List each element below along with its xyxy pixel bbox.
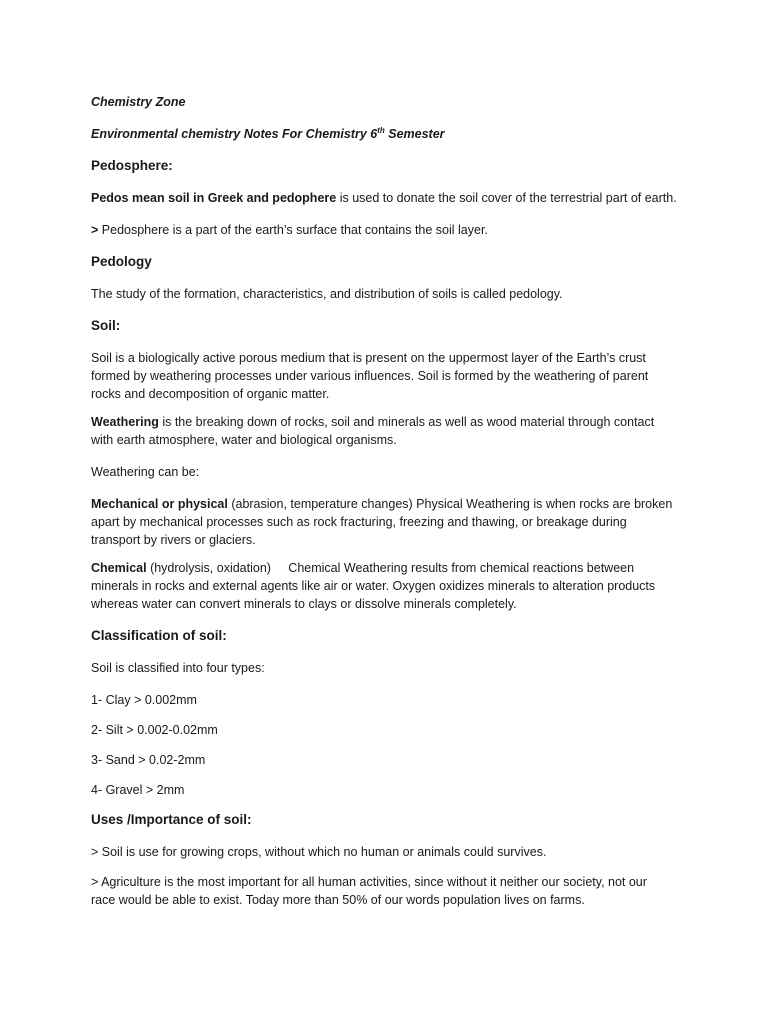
soil-heading: Soil: bbox=[91, 318, 121, 333]
pedosphere-note-text: Pedosphere is a part of the earth’s surface that contains the soil layer. bbox=[98, 223, 488, 237]
classification-intro: Soil is classified into four types: bbox=[91, 661, 265, 675]
notes-title-sup: th bbox=[377, 125, 385, 135]
mechanical-text: (abrasion, temperature changes) Physical Weathering is when rocks are broken bbox=[227, 497, 673, 511]
chemical-text: (hydrolysis, oxidation) Chemical Weathering results from chemical reactions between bbox=[146, 561, 635, 575]
mechanical-weathering-line bbox=[91, 495, 691, 513]
weathering-definition bbox=[91, 413, 691, 449]
pedosphere-heading: Pedosphere: bbox=[91, 158, 173, 173]
pedosphere-definition-text: is used to donate the soil cover of the terrestrial part of earth. bbox=[336, 191, 677, 205]
notes-title-text: Environmental chemistry Notes For Chemistry 6 bbox=[91, 127, 378, 141]
classification-heading: Classification of soil: bbox=[91, 628, 227, 643]
chemical-term: Chemical bbox=[91, 561, 147, 575]
document-page bbox=[91, 93, 691, 909]
uses-agriculture-line: > Agriculture is the most important for all human activities, since without it neither our society, not our bbox=[91, 875, 647, 889]
weathering-definition-line bbox=[91, 413, 691, 431]
classification-item: 1- Clay > 0.002mm bbox=[91, 693, 197, 707]
soil-definition bbox=[91, 349, 691, 403]
weathering-types-intro: Weathering can be: bbox=[91, 465, 200, 479]
soil-definition-line: formed by weathering processes under various influences. Soil is formed by the weathering of parent bbox=[91, 369, 649, 383]
pedosphere-note bbox=[91, 221, 691, 239]
chemical-weathering-line: whereas water can convert minerals to clays or dissolve minerals completely. bbox=[91, 597, 517, 611]
weathering-text: is the breaking down of rocks, soil and minerals as well as wood material through contact bbox=[158, 415, 655, 429]
mechanical-term: Mechanical or physical bbox=[91, 497, 228, 511]
weathering-term: Weathering bbox=[91, 415, 159, 429]
mechanical-weathering-line: apart by mechanical processes such as rock fracturing, freezing and thawing, or breakage during bbox=[91, 515, 627, 529]
mechanical-weathering-line: transport by rivers or glaciers. bbox=[91, 533, 256, 547]
uses-agriculture bbox=[91, 873, 691, 909]
classification-item: 4- Gravel > 2mm bbox=[91, 783, 185, 797]
pedology-definition: The study of the formation, characteristics, and distribution of soils is called pedology. bbox=[91, 287, 563, 301]
classification-item: 2- Silt > 0.002-0.02mm bbox=[91, 723, 218, 737]
notes-title bbox=[91, 125, 691, 143]
pedosphere-definition-bold: Pedos mean soil in Greek and pedophere bbox=[91, 191, 337, 205]
uses-agriculture-line: race would be able to exist. Today more than 50% of our words population lives on farms. bbox=[91, 893, 585, 907]
chemical-weathering-line: minerals in rocks and external agents like air or water. Oxygen oxidizes minerals to alteration products bbox=[91, 579, 656, 593]
uses-item: > Soil is use for growing crops, without which no human or animals could survives. bbox=[91, 845, 547, 859]
chemical-weathering-line bbox=[91, 559, 691, 577]
notes-title-suffix: Semester bbox=[384, 127, 445, 141]
pedology-heading: Pedology bbox=[91, 254, 152, 269]
soil-definition-line: rocks and decomposition of organic matter. bbox=[91, 387, 330, 401]
classification-item: 3- Sand > 0.02-2mm bbox=[91, 753, 206, 767]
mechanical-weathering bbox=[91, 495, 691, 549]
pedosphere-note-marker: > bbox=[91, 223, 99, 237]
pedosphere-definition bbox=[91, 189, 691, 207]
weathering-definition-line: with earth atmosphere, water and biological organisms. bbox=[91, 433, 397, 447]
chemical-weathering bbox=[91, 559, 691, 613]
uses-heading: Uses /Importance of soil: bbox=[91, 812, 252, 827]
soil-definition-line: Soil is a biologically active porous medium that is present on the uppermost layer of the Earth’s crust bbox=[91, 351, 646, 365]
chemistry-zone-title: Chemistry Zone bbox=[91, 95, 186, 109]
